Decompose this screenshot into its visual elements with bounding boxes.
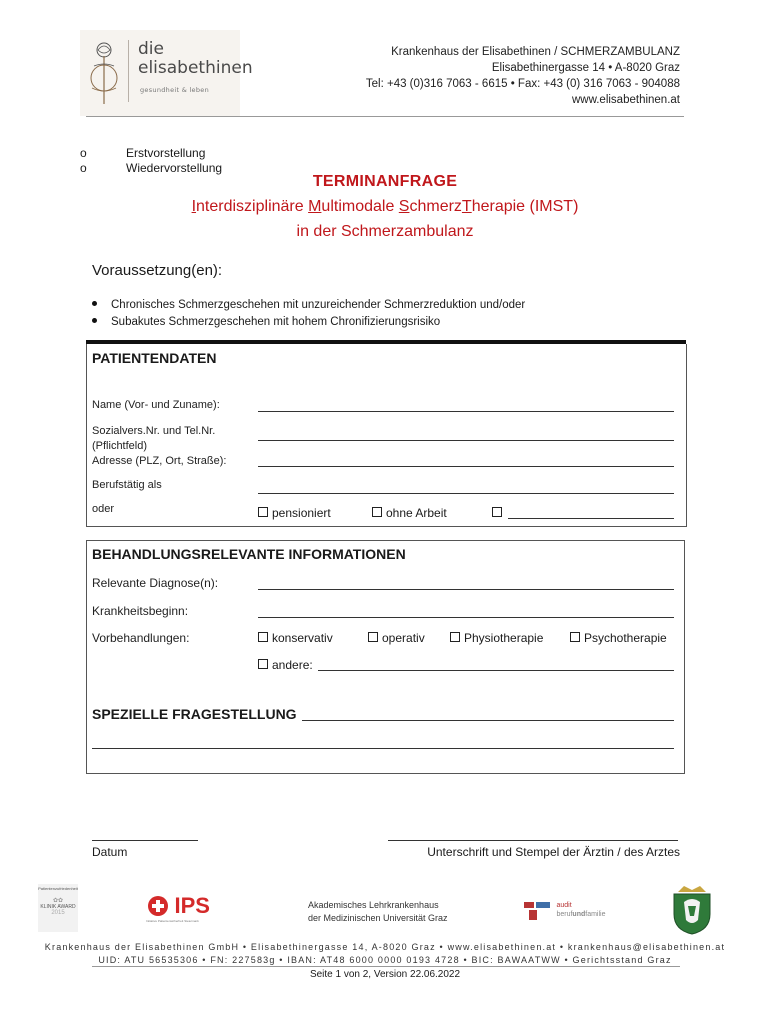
footer-company-line: Krankenhaus der Elisabethinen GmbH • Elisabethinergasse 14, A-8020 Graz • www.elisabethinen.at • krankenhaus@elisabethinen.at [44, 942, 726, 952]
title-initial-t: T [461, 198, 472, 215]
address-line-1: Krankenhaus der Elisabethinen / SCHMERZAMBULANZ [391, 46, 680, 58]
other-treatment-field[interactable] [318, 670, 674, 671]
ssn-field[interactable] [258, 440, 674, 441]
ssn-label: Sozialvers.Nr. und Tel.Nr. (Pflichtfeld) Adresse (PLZ, Ort, Straße): [92, 425, 227, 467]
address-field[interactable] [258, 466, 674, 467]
visit-first-bullet[interactable]: o [80, 146, 87, 160]
section-rule [86, 526, 686, 527]
visit-first-label: Erstvorstellung [126, 146, 206, 160]
onset-label: Krankheitsbeginn: [92, 604, 189, 618]
cross-icon [146, 894, 170, 918]
question-section-title: SPEZIELLE FRAGESTELLUNG [92, 706, 297, 722]
university-logo: Akademisches Lehrkrankenhaus der Medizinischen Universität Graz [308, 900, 448, 923]
job-field[interactable] [258, 493, 674, 494]
list-item: Chronisches Schmerzgeschehen mit unzureichender Schmerzreduktion und/oder [92, 297, 525, 314]
klinik-award-logo: Patientenzufriedenheit ✿✿ KLINIK AWARD 2015 [38, 884, 78, 932]
checkbox-icon[interactable] [368, 632, 378, 642]
other-treatment-option[interactable]: andere: [258, 658, 313, 672]
logo-tagline: gesundheit & leben [140, 86, 210, 94]
audit-logo: audit berufundfamilie [524, 898, 605, 922]
question-field-2[interactable] [92, 748, 674, 749]
list-item: Subakutes Schmerzgeschehen mit hohem Chronifizierungsrisiko [92, 314, 525, 331]
job-label: Berufstätig als [92, 479, 162, 491]
onset-field[interactable] [258, 617, 674, 618]
unemployed-option[interactable]: ohne Arbeit [372, 506, 447, 520]
logo-line-1: die [138, 39, 164, 59]
patient-section-title: PATIENTENDATEN [92, 350, 217, 366]
logo-divider [128, 40, 129, 102]
or-label: oder [92, 503, 115, 515]
checkbox-icon[interactable] [372, 507, 382, 517]
title-initial-s: S [398, 198, 410, 215]
signature-label: Unterschrift und Stempel der Ärztin / des Arztes [427, 845, 680, 859]
other-employment-option[interactable] [492, 506, 506, 520]
coat-of-arms-icon [670, 884, 714, 936]
checkbox-icon[interactable] [258, 507, 268, 517]
header-address [366, 44, 680, 108]
title-initial-m: M [308, 198, 322, 215]
address-line-2: Elisabethinergasse 14 • A-8020 Graz [491, 62, 680, 74]
checkbox-icon[interactable] [492, 507, 502, 517]
address-line-4[interactable]: www.elisabethinen.at [571, 94, 680, 106]
page-subtitle-2: in der Schmerzambulanz [296, 223, 474, 240]
page-number: Seite 1 von 2, Version 22.06.2022 [309, 969, 461, 980]
title-initial-i: I [191, 198, 197, 215]
footer-rule [92, 966, 680, 967]
diagnosis-field[interactable] [258, 589, 674, 590]
address-line-3: Tel: +43 (0)316 7063 - 6615 • Fax: +43 (0) 316 7063 - 904088 [365, 78, 680, 90]
header-rule [86, 116, 684, 117]
treatment-section-title: BEHANDLUNGSRELEVANTE INFORMATIONEN [92, 546, 406, 562]
date-label: Datum [92, 845, 128, 859]
address-label: Adresse (PLZ, Ort, Straße): [92, 455, 227, 467]
date-field[interactable] [92, 840, 198, 841]
prerequisites-list [92, 297, 525, 331]
prerequisites-heading: Voraussetzung(en): [92, 262, 223, 279]
logo-wordmark [138, 40, 253, 78]
pretreatment-label: Vorbehandlungen: [92, 631, 190, 645]
checkbox-icon[interactable] [570, 632, 580, 642]
conservative-option[interactable]: konservativ [258, 631, 333, 645]
operative-option[interactable]: operativ [368, 631, 425, 645]
question-field-1[interactable] [302, 720, 674, 721]
bullet-icon [92, 318, 97, 323]
logo-line-2: elisabethinen [138, 58, 253, 78]
checkbox-icon[interactable] [450, 632, 460, 642]
signature-field[interactable] [388, 840, 678, 841]
checkbox-icon[interactable] [258, 659, 268, 669]
physiotherapy-option[interactable]: Physiotherapie [450, 631, 543, 645]
audit-mark-icon [524, 898, 552, 922]
bullet-icon [92, 301, 97, 306]
diagnosis-label: Relevante Diagnose(n): [92, 576, 219, 590]
rose-emblem-icon [84, 38, 124, 108]
laurel-icon: ✿✿ [52, 898, 64, 904]
page-subtitle: Interdisziplinäre Multimodale SchmerzTherapie (IMST) [191, 198, 579, 215]
visit-repeat-label: Wiedervorstellung [126, 161, 223, 175]
other-employment-field[interactable] [508, 518, 674, 519]
checkbox-icon[interactable] [258, 632, 268, 642]
psychotherapy-option[interactable]: Psychotherapie [570, 631, 667, 645]
visit-repeat-bullet[interactable]: o [80, 161, 87, 175]
name-field[interactable] [258, 411, 674, 412]
footer-bank-line: UID: ATU 56535306 • FN: 227583g • IBAN: AT48 6000 0000 0193 4728 • BIC: BAWAATWW • Gerichtsstand Graz [98, 955, 672, 965]
page-title: TERMINANFRAGE [312, 173, 458, 190]
ips-logo: IPS Initiative Patientensicherheit Steiermark [146, 893, 210, 923]
name-label: Name (Vor- und Zuname): [92, 399, 220, 411]
retired-option[interactable]: pensioniert [258, 506, 331, 520]
